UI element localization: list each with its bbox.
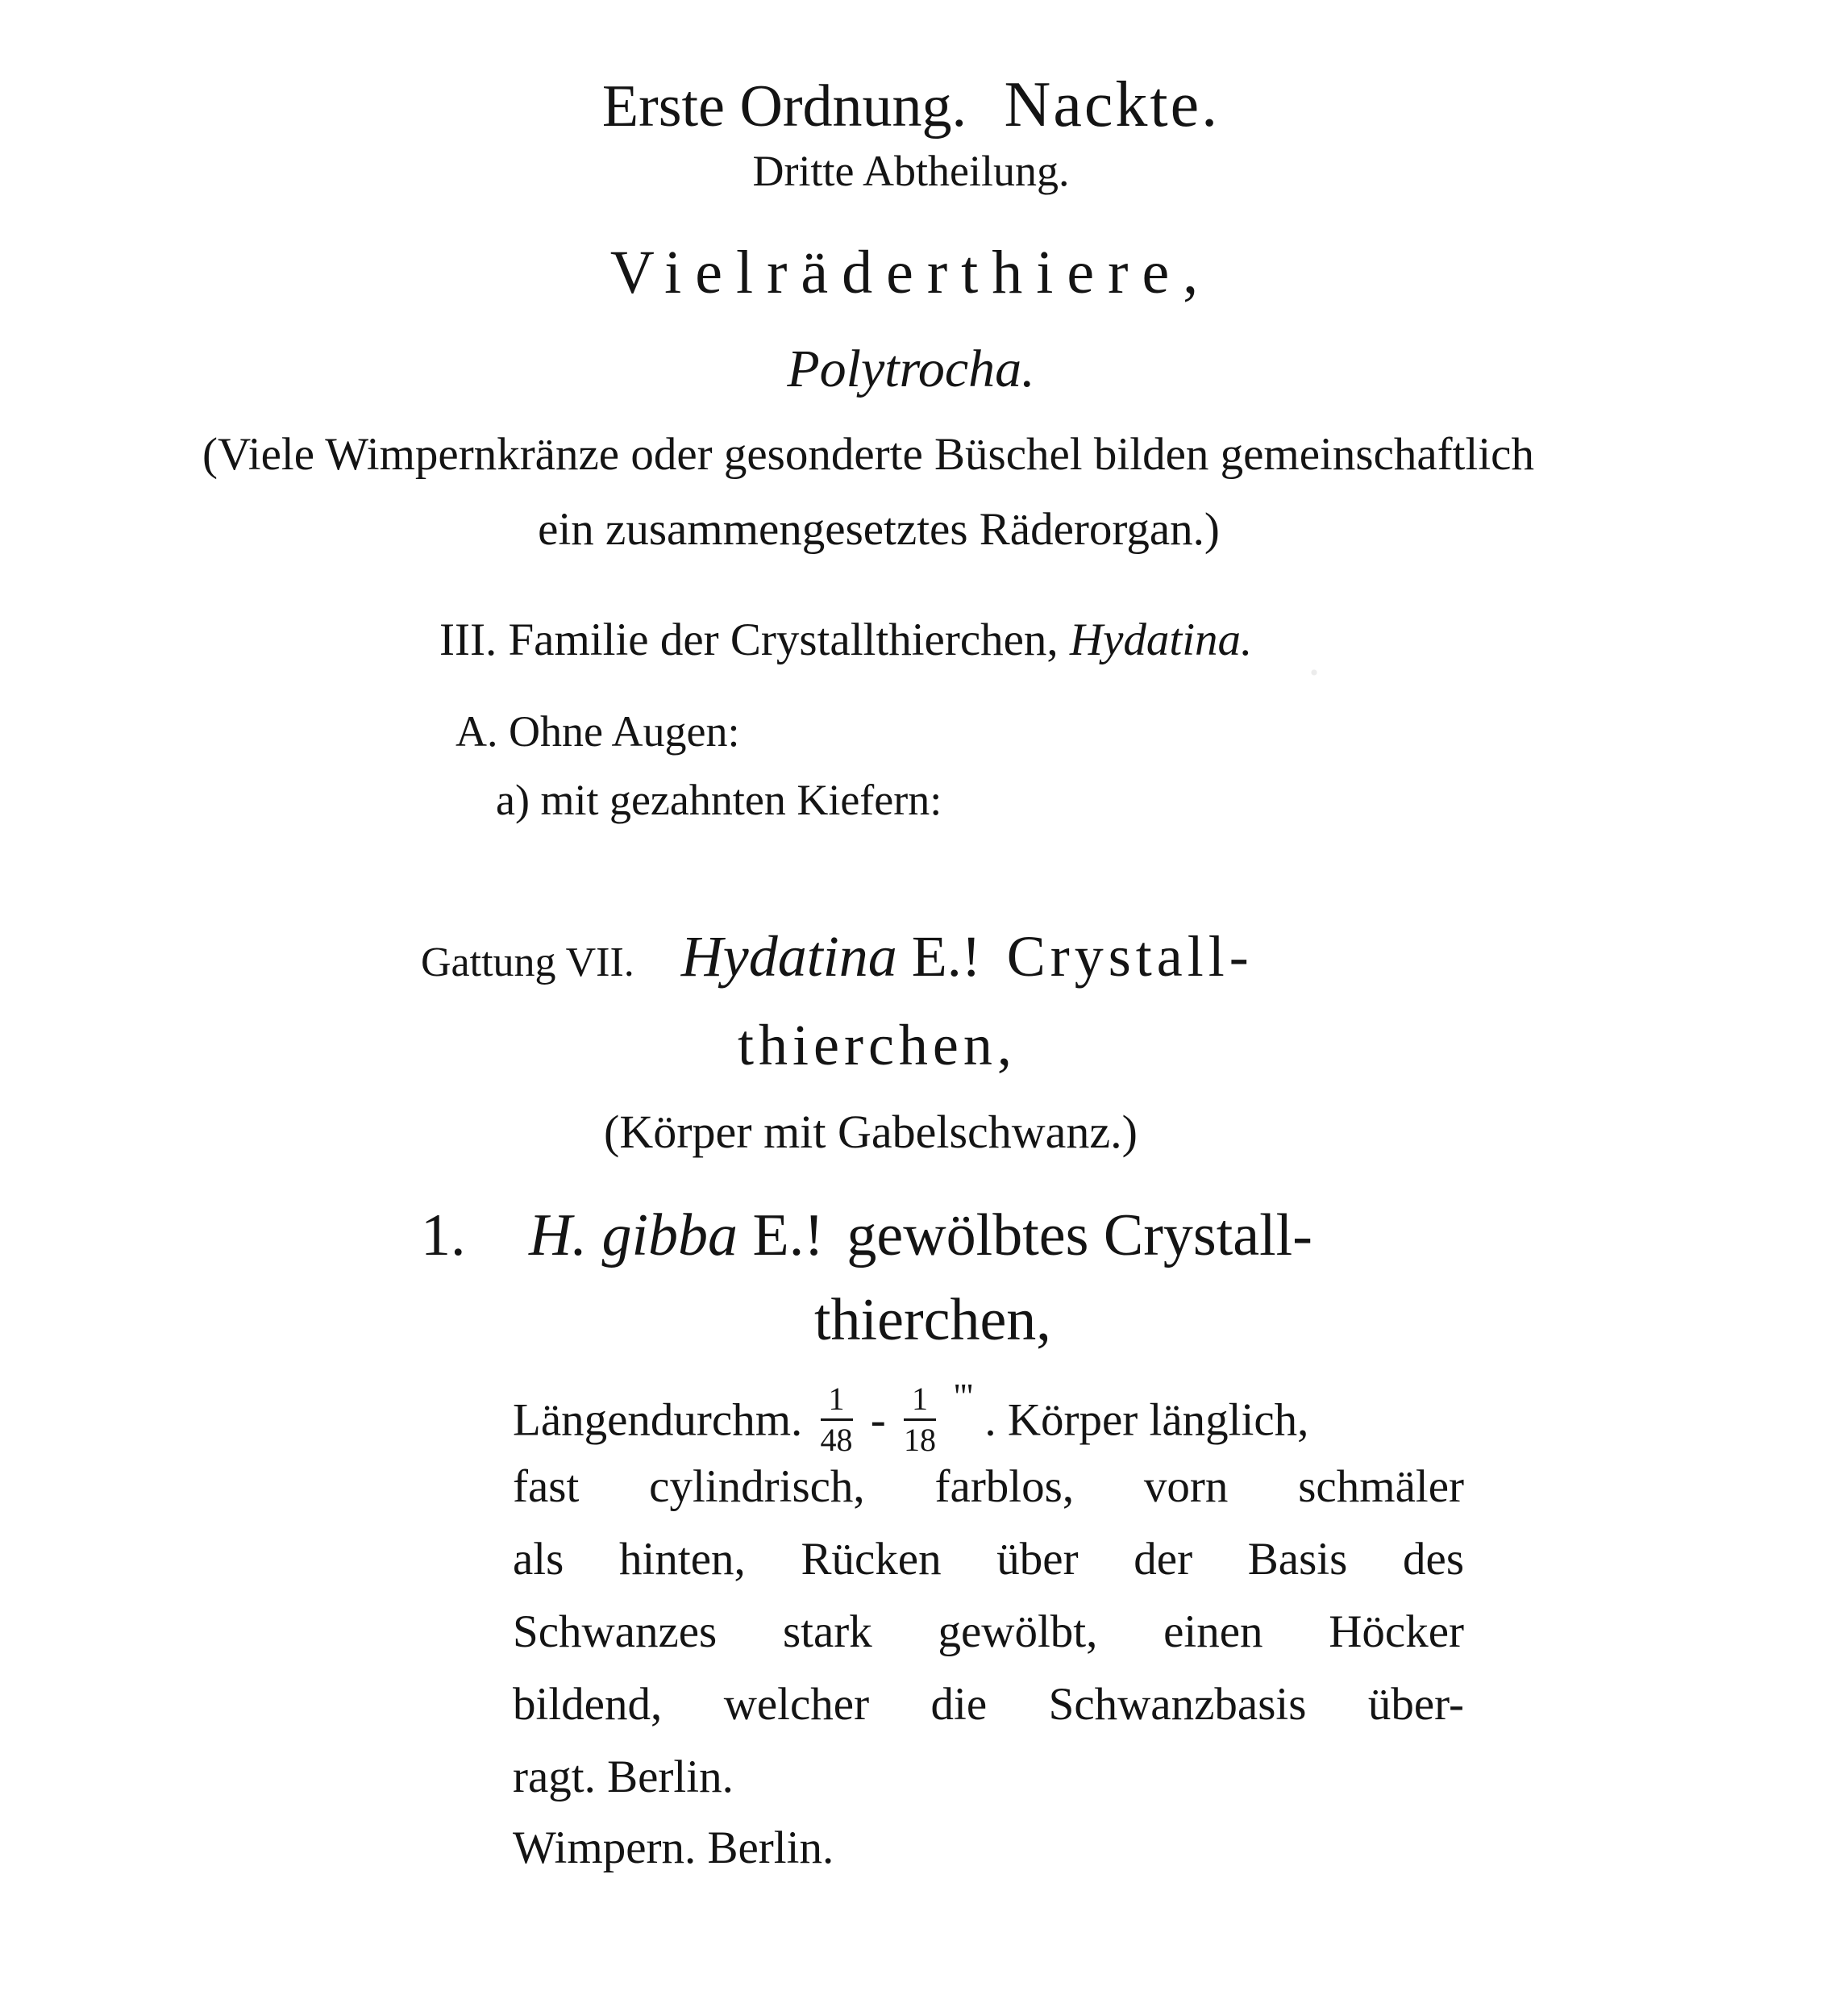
group-note-line-1: (Viele Wimpernkränze oder gesonderte Büschel bilden gemeinschaftlich (202, 429, 1534, 480)
description-line-4: Schwanzes stark gewölbt, einen Höcker (513, 1606, 1464, 1657)
division-heading: Dritte Abtheilung. (752, 147, 1070, 195)
fraction-dash: - (870, 1394, 886, 1446)
description-line-3: als hinten, Rücken über der Basis des (513, 1534, 1464, 1585)
fraction-2-numerator: 1 (904, 1383, 936, 1421)
fraction-one-eighteenth (904, 1381, 937, 1459)
bleed-through-mark: · (1306, 646, 1322, 699)
species-author: E.! (752, 1202, 824, 1268)
section-a: A. Ohne Augen: (456, 707, 740, 756)
group-latin: Polytrocha. (787, 339, 1035, 398)
fraction-1-denominator: 48 (820, 1422, 853, 1459)
fraction-1-numerator: 1 (821, 1383, 853, 1421)
description-lead: Längendurchm. (513, 1394, 803, 1446)
unit-lines-mark: ''' (954, 1377, 974, 1416)
subsection-a: a) mit gezahnten Kiefern: (496, 776, 942, 824)
genus-name-1: Crystall- (1006, 924, 1254, 989)
species-heading (421, 1202, 1312, 1268)
group-name: Vielräderthiere, (609, 239, 1213, 306)
order-heading (0, 69, 1822, 140)
description-line-2: fast cylindrisch, farblos, vorn schmäler (513, 1461, 1464, 1512)
fraction-one-forty-eighth (820, 1381, 853, 1459)
footer-line: Wimpern. Berlin. (513, 1822, 834, 1873)
description-first-line (513, 1377, 1309, 1459)
species-name-2: thierchen, (814, 1287, 1051, 1353)
order-second: Nackte. (1004, 69, 1221, 140)
genus-prefix: Gattung VII. (421, 939, 634, 985)
description-line-5: bildend, welcher die Schwanzbasis über- (513, 1679, 1464, 1730)
family-text: III. Familie der Crystallthierchen, (439, 614, 1059, 665)
genus-name-2: thierchen, (738, 1013, 1017, 1077)
genus-latin: Hydatina (680, 924, 897, 989)
species-latin: H. gibba (529, 1202, 738, 1268)
order-first: Erste Ordnung. (601, 73, 967, 140)
description-after-fraction: . Körper länglich, (984, 1394, 1309, 1446)
genus-author: E.! (911, 924, 981, 989)
family-latin: Hydatina. (1069, 614, 1253, 665)
description-line-6: ragt. Berlin. (513, 1752, 734, 1802)
genus-note: (Körper mit Gabelschwanz.) (604, 1106, 1138, 1158)
genus-heading (421, 924, 1254, 989)
group-note-line-2: ein zusammengesetztes Räderorgan.) (538, 504, 1220, 555)
species-name-1: gewölbtes Crystall- (847, 1202, 1312, 1268)
species-number: 1. (421, 1202, 466, 1268)
family-heading (439, 614, 1253, 665)
fraction-2-denominator: 18 (904, 1422, 937, 1459)
